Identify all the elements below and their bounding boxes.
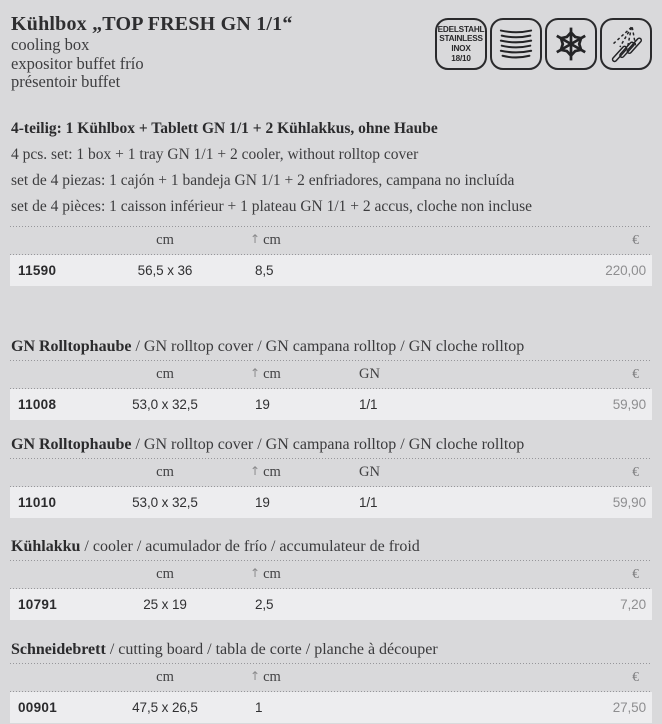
page-title: Kühlbox „TOP FRESH GN 1/1“ — [11, 13, 293, 35]
column-header-gn: GN — [359, 463, 380, 480]
table-header-row — [10, 459, 652, 486]
height-arrow-icon: ↑ — [250, 365, 261, 380]
column-header-price: € — [632, 464, 639, 479]
article-number: 00901 — [18, 699, 58, 715]
dimensions-value: 25 x 19 — [143, 596, 187, 612]
pictogram-row — [435, 18, 652, 70]
product-subtitle-fr: présentoir buffet — [11, 72, 121, 91]
section-title: Kühlakku / cooler / acumulador de frío / accumulateur de froid — [11, 537, 420, 555]
column-header-price: € — [632, 669, 639, 684]
price-value: 59,90 — [612, 396, 646, 412]
stainless-badge-line: 18/10 — [451, 53, 471, 63]
height-value: 1 — [255, 699, 263, 715]
table-header-row — [10, 227, 652, 254]
article-number: 11010 — [18, 494, 57, 510]
price-value: 220,00 — [605, 262, 646, 278]
column-header-gn: GN — [359, 365, 380, 382]
price-value: 7,20 — [620, 596, 646, 612]
product-title-block — [10, 12, 293, 92]
dimensions-value: 47,5 x 26,5 — [132, 699, 198, 715]
stainless-badge-line: INOX — [451, 44, 471, 53]
dimensions-value: 53,0 x 32,5 — [132, 396, 198, 412]
dimensions-value: 53,0 x 32,5 — [132, 494, 198, 510]
table-row — [10, 487, 652, 518]
stainless-steel-badge — [435, 18, 487, 70]
height-arrow-icon: ↑ — [250, 565, 261, 580]
height-arrow-icon: ↑ — [250, 668, 261, 683]
product-subtitle-es: expositor buffet frío — [11, 53, 144, 73]
table-cooler — [10, 538, 652, 620]
table-row — [10, 389, 652, 420]
table-header-row — [10, 361, 652, 388]
column-header-price: € — [632, 232, 639, 247]
height-arrow-icon: ↑ — [250, 463, 261, 478]
height-value: 8,5 — [255, 262, 274, 278]
table-cutting-board — [10, 641, 652, 723]
height-arrow-icon: ↑ — [250, 231, 261, 246]
table-row — [10, 692, 652, 723]
column-header-height: ↑ cm — [250, 565, 281, 582]
section-title: GN Rolltophaube / GN rolltop cover / GN campana rolltop / GN cloche rolltop — [11, 435, 525, 453]
section-title: Schneidebrett / cutting board / tabla de corte / planche à découper — [11, 640, 438, 658]
table-header-row — [10, 664, 652, 691]
column-header-price: € — [632, 366, 639, 381]
description-line-en: 4 pcs. set: 1 box + 1 tray GN 1/1 + 2 cooler, without rolltop cover — [11, 145, 419, 163]
description-line-es: set de 4 piezas: 1 cajón + 1 bandeja GN 1/1 + 2 enfriadores, campana no incluída — [11, 171, 515, 189]
snowflake-icon — [545, 18, 597, 70]
column-header-height: ↑ cm — [250, 231, 281, 248]
column-header-height: ↑ cm — [250, 463, 281, 480]
dimensions-value: 56,5 x 36 — [137, 262, 193, 278]
description-line-de: 4-teilig: 1 Kühlbox + Tablett GN 1/1 + 2 Kühlakkus, ohne Haube — [11, 119, 438, 137]
height-value: 19 — [255, 494, 270, 510]
page-header — [10, 0, 652, 92]
section-title: GN Rolltophaube / GN rolltop cover / GN campana rolltop / GN cloche rolltop — [11, 337, 525, 355]
description-line-fr: set de 4 pièces: 1 caisson inférieur + 1 plateau GN 1/1 + 2 accus, cloche non incluse — [11, 197, 533, 215]
product-description — [10, 116, 652, 220]
stainless-badge-line: STAINLESS — [439, 34, 483, 44]
gn-value: 1/1 — [359, 494, 378, 510]
price-value: 59,90 — [612, 494, 646, 510]
table-row — [10, 589, 652, 620]
column-header-dimensions: cm — [156, 463, 174, 480]
column-header-dimensions: cm — [156, 668, 174, 685]
table-rolltop-cover-1 — [10, 338, 652, 420]
column-header-height: ↑ cm — [250, 365, 281, 382]
column-header-dimensions: cm — [156, 231, 174, 248]
column-header-height: ↑ cm — [250, 668, 281, 685]
product-subtitle-en: cooling box — [11, 35, 90, 54]
height-value: 2,5 — [255, 596, 274, 612]
stainless-badge-line: EDELSTAHL — [437, 24, 485, 34]
water-spray-icon — [600, 18, 652, 70]
article-number: 10791 — [18, 596, 58, 612]
price-value: 27,50 — [612, 699, 646, 715]
table-row — [10, 255, 652, 286]
gn-stack-icon — [490, 18, 542, 70]
table-rolltop-cover-2 — [10, 436, 652, 518]
column-header-dimensions: cm — [156, 365, 174, 382]
table-main-product — [10, 226, 652, 286]
article-number: 11008 — [18, 396, 57, 412]
table-header-row — [10, 561, 652, 588]
column-header-dimensions: cm — [156, 565, 174, 582]
gn-value: 1/1 — [359, 396, 378, 412]
column-header-price: € — [632, 566, 639, 581]
height-value: 19 — [255, 396, 270, 412]
article-number: 11590 — [18, 262, 57, 278]
